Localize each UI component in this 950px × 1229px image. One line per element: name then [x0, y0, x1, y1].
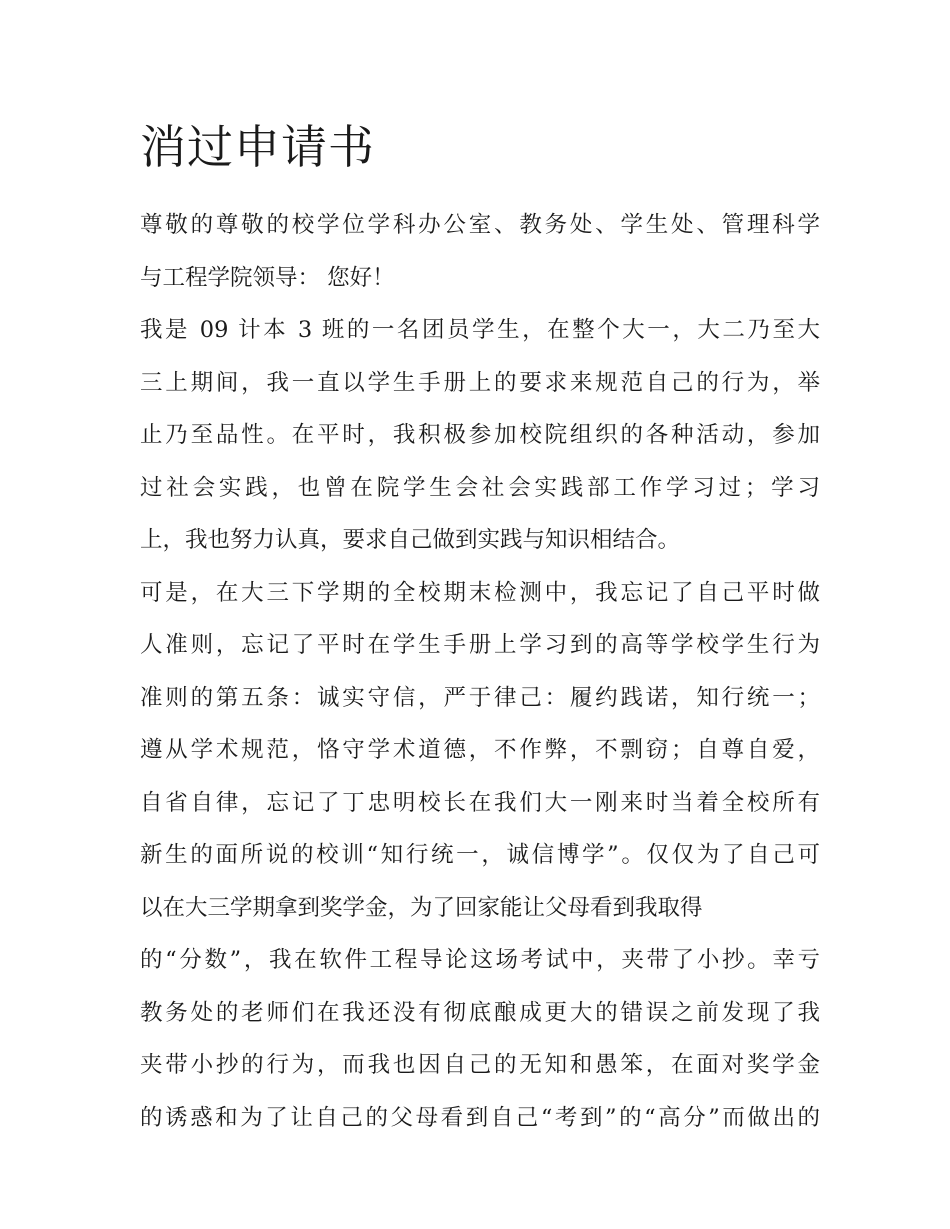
body-text-line: 遵从学术规范，恪守学术道德，不作弊，不剽窃；自尊自爱，: [140, 737, 820, 763]
body-text-line: 新生的面所说的校训“知行统一，诚信博学”。仅仅为了自己可: [140, 842, 820, 868]
body-text-line: 止乃至品性。在平时，我积极参加校院组织的各种活动，参加: [140, 422, 820, 448]
body-text-line: 准则的第五条：诚实守信，严于律己：履约践诺，知行统一；: [140, 684, 820, 711]
body-text-line: 上，我也努力认真，要求自己做到实践与知识相结合。: [140, 527, 681, 553]
body-text-line: 与工程学院领导： 您好！: [140, 264, 395, 291]
body-text-line: 的“分数”，我在软件工程导论这场考试中，夹带了小抄。幸亏: [140, 947, 820, 973]
document-body: [140, 199, 820, 1144]
document-content: [140, 112, 820, 1144]
body-text-line: 的诱惑和为了让自己的父母看到自己“考到”的“高分”而做出的: [140, 1104, 820, 1131]
body-text-line: 三上期间，我一直以学生手册上的要求来规范自己的行为，举: [140, 369, 820, 396]
body-text-line: 自省自律，忘记了丁忠明校长在我们大一刚来时当着全校所有: [140, 789, 820, 816]
body-text-line: 尊敬的尊敬的校学位学科办公室、教务处、学生处、管理科学: [140, 212, 820, 238]
body-text-line: 可是，在大三下学期的全校期末检测中，我忘记了自己平时做: [140, 579, 820, 606]
body-text-line: 夹带小抄的行为，而我也因自己的无知和愚笨，在面对奖学金: [140, 1052, 820, 1078]
body-text-line: 过社会实践，也曾在院学生会社会实践部工作学习过；学习: [140, 474, 820, 501]
body-text-line: 以在大三学期拿到奖学金，为了回家能让父母看到我取得: [140, 894, 703, 921]
document-title: 消过申请书: [140, 120, 375, 174]
body-text-line: 人准则，忘记了平时在学生手册上学习到的高等学校学生行为: [140, 632, 820, 658]
body-text-line: 教务处的老师们在我还没有彻底酿成更大的错误之前发现了我: [140, 999, 820, 1026]
body-text-line: 我是 09 计本 3 班的一名团员学生，在整个大一，大二乃至大: [140, 317, 820, 343]
